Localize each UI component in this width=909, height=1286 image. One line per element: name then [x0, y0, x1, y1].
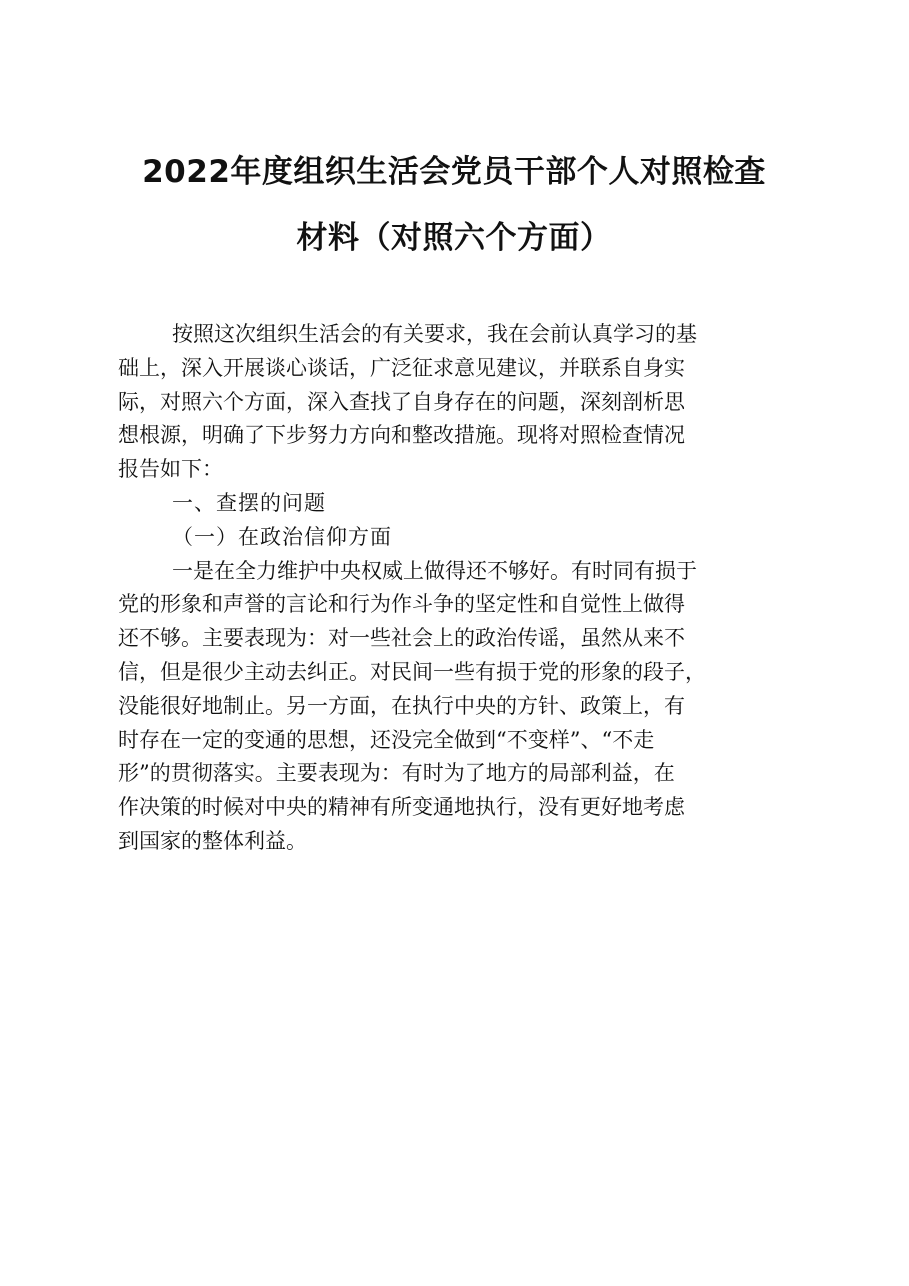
point-line: 没能很好地制止。另一方面，在执行中央的方针、政策上，有 — [118, 693, 685, 718]
intro-line: 础上，深入开展谈心谈话，广泛征求意见建议，并联系自身实 — [118, 355, 685, 380]
point-line: 时存在一定的变通的思想，还没完全做到“不变样”、“不走 — [118, 727, 655, 752]
subsection-heading: （一）在政治信仰方面 — [172, 524, 392, 549]
intro-line: 按照这次组织生活会的有关要求，我在会前认真学习的基 — [172, 322, 697, 346]
section-heading: 一、查摆的问题 — [172, 490, 326, 515]
intro-line: 际，对照六个方面，深入查找了自身存在的问题，深刻剖析思 — [118, 389, 685, 414]
point-line: 一是在全力维护中央权威上做得还不够好。有时同有损于 — [172, 558, 697, 583]
point-line: 党的形象和声誉的言论和行为作斗争的坚定性和自觉性上做得 — [118, 592, 685, 617]
point-paragraph — [118, 555, 798, 859]
title-line-2: 材料（对照六个方面） — [296, 220, 612, 256]
title-line-1: 2022年度组织生活会党员干部个人对照检查 — [142, 154, 766, 190]
point-line: 到国家的整体利益。 — [118, 828, 307, 853]
point-line: 作决策的时候对中央的精神有所变通地执行，没有更好地考虑 — [118, 795, 685, 820]
intro-line: 报告如下： — [118, 457, 223, 482]
document-title — [118, 152, 790, 258]
point-line: 还不够。主要表现为：对一些社会上的政治传谣，虽然从来不 — [118, 626, 685, 651]
intro-line: 想根源，明确了下步努力方向和整改措施。现将对照检查情况 — [118, 423, 685, 448]
document-body — [118, 318, 798, 859]
point-line: 形”的贯彻落实。主要表现为：有时为了地方的局部利益，在 — [118, 761, 675, 786]
intro-paragraph — [118, 318, 798, 487]
point-line: 信，但是很少主动去纠正。对民间一些有损于党的形象的段子， — [118, 659, 706, 684]
